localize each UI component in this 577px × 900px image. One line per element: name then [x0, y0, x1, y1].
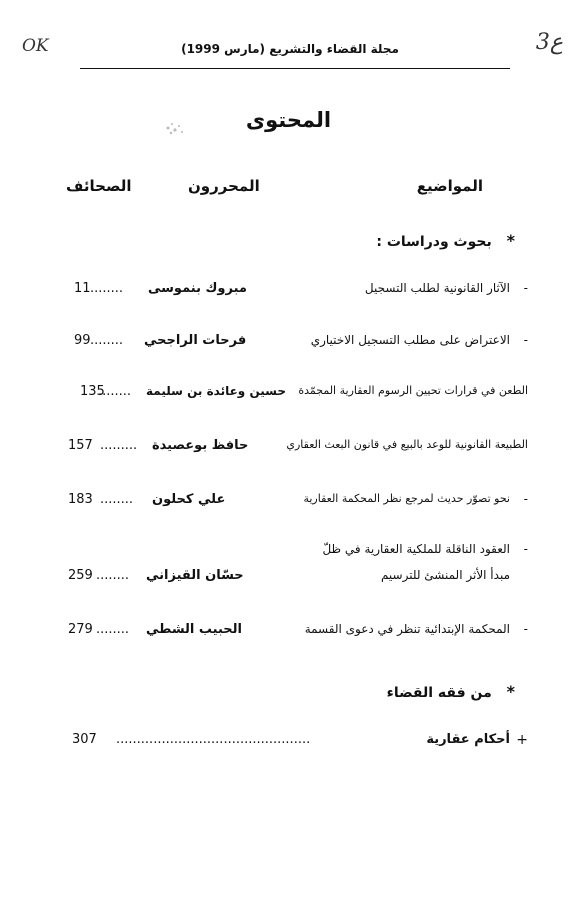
entry-topic-continuation: مبدأ الأثر المنشئ للترسيم	[380, 568, 510, 582]
column-topics: المواضيع	[416, 177, 483, 195]
section-label: بحوث ودراسات :	[376, 234, 492, 250]
star-bullet: *	[506, 231, 515, 250]
toc-entry	[60, 384, 528, 406]
entry-page: 99	[74, 333, 91, 348]
entry-author: حسّان القيزاني	[146, 568, 244, 583]
entry-page: 157	[68, 438, 93, 453]
entry-author: مبروك بنموسى	[148, 281, 247, 296]
page-title: المحتوى	[245, 108, 332, 132]
section-label: من فقه القضاء	[386, 685, 492, 701]
entry-author: علي كحلون	[152, 492, 226, 507]
entry-author: حسين وعائدة بن سليمة	[146, 384, 286, 398]
column-pages: الصحائف	[66, 177, 132, 195]
entry-dots: ........	[90, 333, 124, 348]
handwritten-ok-mark: OK	[22, 36, 49, 56]
dash-bullet: -	[523, 492, 528, 506]
entry-topic: العقود الناقلة للملكية العقارية في ظلّ	[322, 542, 510, 556]
toc-entry	[60, 542, 528, 592]
entry-topic: الطبيعة القانونية للوعد بالبيع في قانون البعث العقاري	[286, 438, 528, 451]
entry-topic: الآثار القانونية لطلب التسجيل	[364, 281, 510, 295]
column-editors: المحررون	[188, 177, 260, 195]
entry-dots: ........	[96, 568, 130, 583]
plus-bullet: +	[516, 732, 528, 748]
entry-topic: أحكام عقارية	[426, 732, 510, 747]
dash-bullet: -	[523, 281, 528, 295]
entry-page: 135	[80, 384, 105, 399]
star-bullet: *	[506, 682, 515, 701]
entry-page: 259	[68, 568, 93, 583]
toc-entry	[60, 333, 528, 355]
entry-topic: نحو تصوّر حديث لمرجع نظر المحكمة العقارية	[303, 492, 510, 505]
toc-entry	[60, 622, 528, 644]
entry-dots: ...............................................	[116, 732, 311, 747]
entry-topic: الطعن في قرارات تحيين الرسوم العقارية المجمّدة	[298, 384, 528, 397]
section-heading	[387, 682, 515, 701]
toc-entry	[60, 492, 528, 514]
toc-entry	[60, 438, 528, 460]
entry-topic: الاعتراض على مطلب التسجيل الاختياري	[310, 333, 510, 347]
entry-dots: ........	[98, 384, 132, 399]
entry-dots: ........	[100, 492, 134, 507]
entry-topic: المحكمة الإبتدائية تنظر في دعوى القسمة	[304, 622, 510, 636]
entry-author: فرحات الراجحي	[144, 333, 247, 348]
journal-header: مجلة القضاء والتشريع (مارس 1999)	[181, 42, 399, 56]
section-heading	[376, 231, 515, 250]
header-rule	[80, 68, 510, 69]
entry-page: 279	[68, 622, 93, 637]
handwritten-page-mark: 3ع	[535, 30, 563, 55]
entry-page: 307	[72, 732, 97, 747]
toc-entry	[60, 281, 528, 303]
entry-page: 11	[74, 281, 91, 296]
entry-dots: .........	[100, 438, 138, 453]
toc-entry	[60, 732, 528, 754]
entry-page: 183	[68, 492, 93, 507]
dash-bullet: -	[523, 622, 528, 636]
dash-bullet: -	[523, 333, 528, 347]
entry-dots: ........	[96, 622, 130, 637]
dash-bullet: -	[523, 542, 528, 556]
entry-author: الحبيب الشطي	[146, 622, 242, 637]
entry-author: حافظ بوعصيدة	[152, 438, 249, 453]
entry-dots: ........	[90, 281, 124, 296]
